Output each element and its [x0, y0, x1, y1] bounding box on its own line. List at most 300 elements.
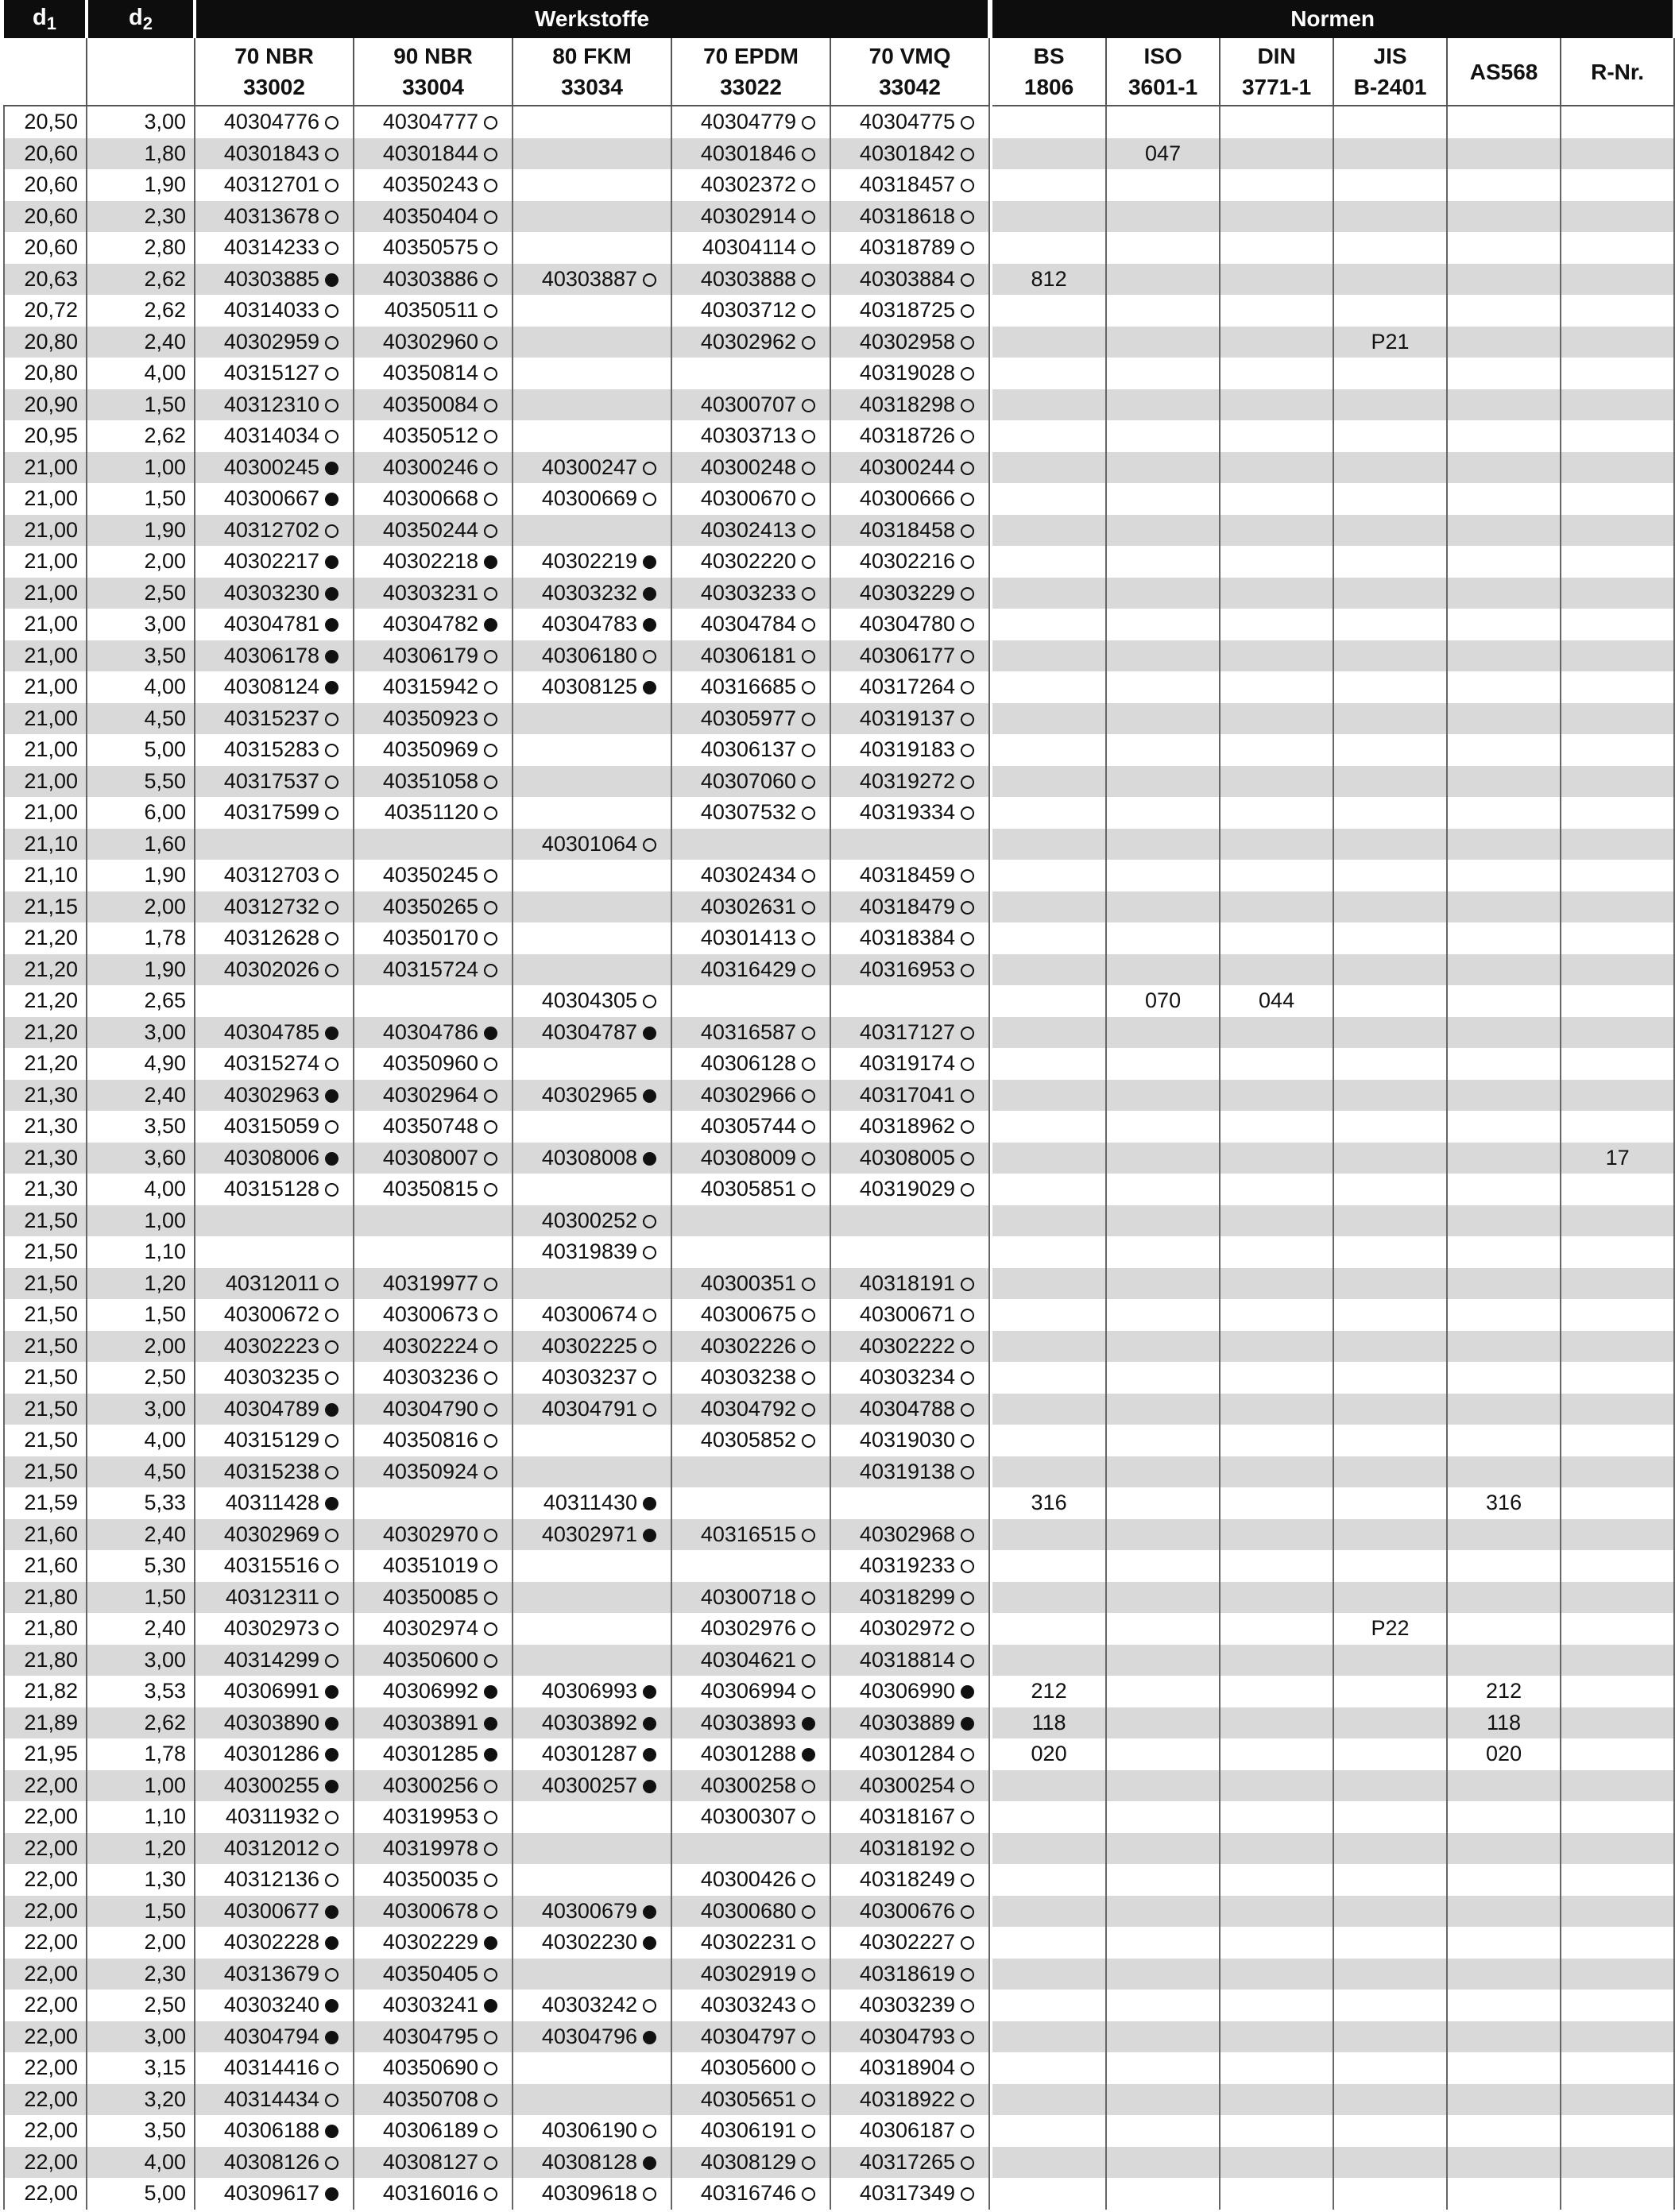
cell-norm-ref — [1106, 954, 1220, 986]
cell-article-number — [354, 1394, 513, 1425]
hollow-circle-icon — [325, 713, 338, 726]
article-number: 40305977 — [700, 706, 796, 730]
filled-circle-icon — [484, 1717, 497, 1731]
cell-norm-ref — [1220, 1770, 1333, 1802]
hollow-circle-icon — [802, 806, 815, 820]
article-number: 40319183 — [859, 737, 956, 762]
article-number: 40309617 — [223, 2181, 319, 2206]
article-number: 40350085 — [382, 1584, 478, 1609]
cell-article-number — [513, 1833, 671, 1865]
hollow-circle-icon — [484, 964, 497, 977]
cell-d1: 21,50 — [4, 1394, 87, 1425]
article-number: 40300679 — [541, 1898, 637, 1923]
cell-norm-ref — [1106, 797, 1220, 829]
cell-norm-ref — [1561, 1927, 1674, 1959]
hollow-circle-icon — [643, 2125, 656, 2138]
table-row — [4, 640, 1674, 672]
cell-article-number — [671, 2147, 830, 2179]
cell-d2: 3,20 — [87, 2084, 195, 2116]
hollow-circle-icon — [484, 713, 497, 726]
table-row — [4, 1738, 1674, 1770]
hollow-circle-icon — [961, 1340, 974, 1354]
cell-norm-ref — [1333, 922, 1447, 954]
table-row — [4, 2084, 1674, 2116]
cell-norm-ref — [1220, 734, 1333, 766]
cell-article-number — [354, 578, 513, 609]
hollow-circle-icon — [802, 2187, 815, 2201]
hollow-circle-icon — [802, 399, 815, 412]
table-row — [4, 1174, 1674, 1205]
cell-d2: 6,00 — [87, 797, 195, 829]
cell-article-number — [671, 1048, 830, 1080]
header-material-0 — [195, 38, 354, 106]
hollow-circle-icon — [961, 1434, 974, 1448]
cell-d2: 3,50 — [87, 1111, 195, 1143]
cell-article-number — [354, 1174, 513, 1205]
hollow-circle-icon — [802, 1120, 815, 1134]
hollow-circle-icon — [802, 2125, 815, 2138]
cell-article-number — [513, 954, 671, 986]
cell-norm-ref — [1333, 1080, 1447, 1112]
cell-norm-ref — [1333, 1550, 1447, 1582]
cell-norm-ref — [1333, 954, 1447, 986]
cell-d1: 22,00 — [4, 2084, 87, 2116]
cell-norm-ref — [1561, 1205, 1674, 1237]
cell-norm-ref — [1333, 1801, 1447, 1833]
cell-article-number — [195, 954, 354, 986]
hollow-circle-icon — [802, 430, 815, 443]
cell-article-number — [830, 1770, 989, 1802]
cell-article-number — [513, 1770, 671, 1802]
cell-norm-ref — [1447, 1268, 1561, 1300]
cell-d2: 4,50 — [87, 703, 195, 735]
filled-circle-icon — [643, 1529, 656, 1542]
article-number: 40350748 — [382, 1114, 478, 1139]
cell-article-number — [354, 1801, 513, 1833]
hollow-circle-icon — [961, 1529, 974, 1542]
hollow-circle-icon — [802, 211, 815, 224]
hollow-circle-icon — [961, 462, 974, 475]
table-row — [4, 1268, 1674, 1300]
cell-article-number — [354, 1896, 513, 1928]
hollow-circle-icon — [961, 1654, 974, 1668]
cell-article-number — [671, 1519, 830, 1551]
article-number: 40300673 — [382, 1302, 478, 1327]
cell-norm-ref — [1220, 1864, 1333, 1896]
article-number: 40302227 — [859, 1930, 956, 1955]
cell-norm-ref — [1106, 169, 1220, 201]
cell-norm-ref — [1333, 1143, 1447, 1174]
cell-article-number — [195, 1645, 354, 1676]
table-row — [4, 1017, 1674, 1049]
cell-d2: 1,80 — [87, 138, 195, 170]
cell-article-number — [195, 860, 354, 891]
cell-norm-ref — [1106, 546, 1220, 578]
cell-norm-ref — [1106, 420, 1220, 452]
cell-norm-ref — [1447, 2052, 1561, 2084]
cell-norm-ref — [1447, 703, 1561, 735]
hollow-circle-icon — [325, 1340, 338, 1354]
cell-d2: 3,53 — [87, 1676, 195, 1707]
hollow-circle-icon — [802, 179, 815, 192]
cell-norm-ref — [1333, 1174, 1447, 1205]
cell-norm-ref — [992, 358, 1106, 389]
hollow-circle-icon — [643, 1246, 656, 1259]
hollow-circle-icon — [484, 116, 497, 130]
cell-norm-ref: 212 — [1447, 1676, 1561, 1707]
hollow-circle-icon — [961, 1371, 974, 1385]
article-number: 40311430 — [543, 1491, 637, 1515]
cell-article-number — [830, 766, 989, 798]
cell-article-number — [671, 2021, 830, 2053]
cell-norm-ref — [1220, 483, 1333, 515]
cell-article-number — [354, 452, 513, 484]
cell-article-number — [195, 1833, 354, 1865]
table-row — [4, 1111, 1674, 1143]
cell-article-number — [195, 1487, 354, 1519]
cell-article-number — [354, 922, 513, 954]
hollow-circle-icon — [325, 2062, 338, 2075]
cell-norm-ref — [992, 201, 1106, 233]
cell-norm-ref — [1561, 1394, 1674, 1425]
cell-d2: 3,60 — [87, 1143, 195, 1174]
article-number: 40317264 — [859, 675, 956, 699]
article-number: 40304794 — [223, 2024, 319, 2048]
article-number: 40315127 — [223, 361, 319, 385]
cell-d1: 22,00 — [4, 1896, 87, 1928]
cell-d2: 1,10 — [87, 1801, 195, 1833]
hollow-circle-icon — [802, 462, 815, 475]
filled-circle-icon — [961, 1685, 974, 1699]
cell-norm-ref — [1333, 829, 1447, 860]
cell-norm-ref — [1561, 671, 1674, 703]
hollow-circle-icon — [325, 242, 338, 255]
norm-number: 1806 — [1023, 75, 1074, 99]
cell-article-number — [830, 138, 989, 170]
cell-article-number — [354, 985, 513, 1017]
cell-norm-ref — [1447, 1425, 1561, 1456]
cell-article-number — [830, 1864, 989, 1896]
article-number: 40300426 — [700, 1867, 796, 1892]
cell-norm-ref — [1447, 1205, 1561, 1237]
hollow-circle-icon — [802, 1089, 815, 1103]
hollow-circle-icon — [484, 462, 497, 475]
cell-article-number — [195, 1299, 354, 1331]
hollow-circle-icon — [802, 1058, 815, 1071]
article-number: 40303713 — [700, 423, 796, 448]
hollow-circle-icon — [643, 462, 656, 475]
cell-norm-ref — [1220, 1362, 1333, 1394]
filled-circle-icon — [325, 2125, 338, 2138]
cell-article-number — [513, 1362, 671, 1394]
cell-d2: 2,65 — [87, 985, 195, 1017]
material-code: 33042 — [879, 75, 941, 99]
hollow-circle-icon — [802, 1874, 815, 1887]
cell-article-number — [195, 2084, 354, 2116]
table-row — [4, 1362, 1674, 1394]
cell-norm-ref — [1220, 1111, 1333, 1143]
cell-article-number — [354, 264, 513, 296]
cell-d1: 20,90 — [4, 389, 87, 421]
cell-norm-ref — [992, 1331, 1106, 1363]
cell-norm-ref — [1333, 578, 1447, 609]
cell-article-number — [513, 2084, 671, 2116]
article-number: 40318962 — [859, 1114, 956, 1139]
article-number: 40306128 — [700, 1051, 796, 1076]
cell-norm-ref — [1561, 1487, 1674, 1519]
article-number: 40302229 — [382, 1930, 478, 1955]
article-number: 40300668 — [382, 486, 478, 511]
article-number: 40301287 — [541, 1742, 637, 1766]
cell-article-number — [671, 1205, 830, 1237]
cell-article-number — [830, 1331, 989, 1363]
cell-norm-ref — [1561, 1676, 1674, 1707]
article-number: 40317599 — [223, 800, 319, 825]
cell-norm-ref — [1333, 1519, 1447, 1551]
cell-article-number — [354, 1864, 513, 1896]
norm-name: ISO — [1143, 44, 1182, 68]
header-norm-1 — [1106, 38, 1220, 106]
norm-name: AS568 — [1469, 59, 1538, 84]
cell-norm-ref — [1220, 766, 1333, 798]
article-number: 40316953 — [859, 957, 956, 981]
cell-article-number — [513, 327, 671, 358]
article-number: 40302959 — [223, 329, 319, 354]
hollow-circle-icon — [802, 493, 815, 506]
cell-norm-ref — [992, 891, 1106, 923]
cell-article-number — [830, 1676, 989, 1707]
article-number: 40303231 — [382, 580, 478, 605]
cell-norm-ref — [1106, 1676, 1220, 1707]
cell-article-number — [354, 1645, 513, 1676]
cell-article-number — [513, 2115, 671, 2147]
cell-norm-ref — [1106, 106, 1220, 138]
cell-article-number — [671, 1143, 830, 1174]
cell-norm-ref — [1447, 1017, 1561, 1049]
article-number: 40318725 — [859, 298, 956, 323]
cell-norm-ref — [1447, 1331, 1561, 1363]
article-number: 40303886 — [382, 266, 478, 291]
cell-norm-ref — [992, 671, 1106, 703]
article-number: 40303889 — [859, 1710, 956, 1734]
cell-article-number — [671, 452, 830, 484]
cell-norm-ref: 316 — [1447, 1487, 1561, 1519]
cell-norm-ref — [1333, 2052, 1447, 2084]
table-row — [4, 1425, 1674, 1456]
cell-d1: 21,10 — [4, 860, 87, 891]
hollow-circle-icon — [643, 838, 656, 852]
cell-norm-ref — [1333, 1959, 1447, 1990]
hollow-circle-icon — [484, 148, 497, 161]
hollow-circle-icon — [484, 273, 497, 287]
cell-article-number — [195, 1676, 354, 1707]
cell-d1: 22,00 — [4, 1959, 87, 1990]
cell-article-number — [354, 358, 513, 389]
header-d1: $d_1$ — [4, 0, 87, 38]
cell-norm-ref — [1561, 1111, 1674, 1143]
cell-article-number — [354, 2178, 513, 2210]
filled-circle-icon — [643, 681, 656, 694]
cell-norm-ref — [992, 1519, 1106, 1551]
cell-article-number — [354, 1550, 513, 1582]
cell-norm-ref — [1447, 389, 1561, 421]
cell-d1: 21,60 — [4, 1550, 87, 1582]
cell-norm-ref — [992, 734, 1106, 766]
cell-article-number — [513, 1205, 671, 1237]
hollow-circle-icon — [802, 1371, 815, 1385]
cell-d1: 22,00 — [4, 1801, 87, 1833]
article-number: 40302976 — [700, 1616, 796, 1641]
cell-article-number — [671, 420, 830, 452]
cell-norm-ref — [992, 703, 1106, 735]
hollow-circle-icon — [802, 1027, 815, 1040]
cell-article-number — [830, 1362, 989, 1394]
cell-norm-ref — [1447, 1927, 1561, 1959]
cell-article-number — [671, 546, 830, 578]
filled-circle-icon — [325, 1152, 338, 1166]
article-number: 40316587 — [700, 1019, 796, 1044]
cell-d1: 21,00 — [4, 734, 87, 766]
article-number: 40302413 — [700, 517, 796, 542]
article-number: 40308126 — [223, 2149, 319, 2174]
cell-article-number — [195, 922, 354, 954]
cell-d2: 5,50 — [87, 766, 195, 798]
cell-norm-ref — [1333, 1707, 1447, 1739]
header-d2: $d_2$ — [87, 0, 195, 38]
cell-norm-ref — [1333, 640, 1447, 672]
cell-d2: 1,78 — [87, 922, 195, 954]
cell-article-number — [830, 452, 989, 484]
article-number: 40300678 — [382, 1898, 478, 1923]
table-row — [4, 1707, 1674, 1739]
cell-norm-ref — [1447, 671, 1561, 703]
cell-d2: 3,00 — [87, 609, 195, 640]
cell-norm-ref — [1333, 1205, 1447, 1237]
cell-norm-ref — [1447, 1613, 1561, 1645]
cell-article-number — [671, 797, 830, 829]
cell-norm-ref — [1106, 1394, 1220, 1425]
cell-d2: 4,90 — [87, 1048, 195, 1080]
hollow-circle-icon — [802, 336, 815, 350]
table-row — [4, 295, 1674, 327]
article-number: 40304795 — [382, 2024, 478, 2048]
cell-article-number — [354, 1676, 513, 1707]
article-number: 40315283 — [223, 737, 319, 762]
cell-d1: 21,00 — [4, 515, 87, 547]
cell-article-number — [513, 1331, 671, 1363]
cell-article-number — [671, 703, 830, 735]
table-row — [4, 829, 1674, 860]
cell-norm-ref — [992, 578, 1106, 609]
cell-d1: 21,00 — [4, 609, 87, 640]
cell-article-number — [195, 1174, 354, 1205]
hollow-circle-icon — [484, 336, 497, 350]
cell-d1: 22,00 — [4, 2147, 87, 2179]
header-d1-blank — [4, 38, 87, 106]
cell-article-number — [513, 483, 671, 515]
cell-article-number — [195, 1896, 354, 1928]
cell-article-number — [671, 1331, 830, 1363]
cell-norm-ref — [1447, 1456, 1561, 1488]
hollow-circle-icon — [961, 1999, 974, 2013]
table-row — [4, 860, 1674, 891]
cell-article-number — [830, 327, 989, 358]
table-row — [4, 201, 1674, 233]
cell-norm-ref — [1561, 1299, 1674, 1331]
norm-name: BS — [1033, 44, 1065, 68]
hollow-circle-icon — [961, 2062, 974, 2075]
article-number: 40306993 — [541, 1679, 637, 1703]
cell-norm-ref — [1561, 483, 1674, 515]
hollow-circle-icon — [484, 650, 497, 663]
hollow-circle-icon — [325, 304, 338, 318]
hollow-circle-icon — [484, 1560, 497, 1573]
cell-d2: 2,00 — [87, 891, 195, 923]
hollow-circle-icon — [325, 744, 338, 757]
article-number: 40350814 — [382, 361, 478, 385]
cell-article-number — [513, 358, 671, 389]
article-number: 40300671 — [859, 1302, 956, 1327]
cell-article-number — [513, 734, 671, 766]
article-number: 40300666 — [859, 486, 956, 511]
cell-norm-ref — [1106, 922, 1220, 954]
cell-norm-ref — [1561, 1331, 1674, 1363]
cell-article-number — [195, 1425, 354, 1456]
hollow-circle-icon — [961, 901, 974, 915]
article-number: 40300257 — [541, 1773, 637, 1797]
cell-norm-ref — [1333, 891, 1447, 923]
cell-d2: 2,00 — [87, 1927, 195, 1959]
article-number: 40350511 — [384, 298, 478, 323]
hollow-circle-icon — [484, 1622, 497, 1636]
cell-article-number — [830, 201, 989, 233]
cell-article-number — [513, 891, 671, 923]
cell-norm-ref — [1561, 2084, 1674, 2116]
cell-norm-ref — [1561, 1707, 1674, 1739]
cell-article-number — [513, 2178, 671, 2210]
header-norm-0 — [992, 38, 1106, 106]
article-number: 40308128 — [541, 2149, 637, 2174]
article-number: 40302919 — [700, 1961, 796, 1986]
article-number: 40306178 — [223, 643, 319, 667]
cell-d1: 22,00 — [4, 2021, 87, 2053]
hollow-circle-icon — [961, 430, 974, 443]
article-number: 40308007 — [382, 1145, 478, 1170]
cell-article-number — [354, 1456, 513, 1488]
cell-norm-ref — [1106, 1143, 1220, 1174]
cell-norm-ref — [1106, 201, 1220, 233]
cell-d1: 21,95 — [4, 1738, 87, 1770]
hollow-circle-icon — [802, 524, 815, 538]
article-number: 40306994 — [700, 1679, 796, 1703]
cell-article-number — [195, 389, 354, 421]
article-number: 40308127 — [382, 2149, 478, 2174]
material-code: 33002 — [243, 75, 305, 99]
hollow-circle-icon — [484, 1152, 497, 1166]
article-number: 40301064 — [541, 831, 637, 856]
article-number: 40304779 — [700, 110, 796, 134]
cell-article-number — [830, 1833, 989, 1865]
hollow-circle-icon — [802, 1905, 815, 1919]
cell-article-number — [354, 797, 513, 829]
cell-article-number — [354, 829, 513, 860]
cell-norm-ref — [1106, 1896, 1220, 1928]
hollow-circle-icon — [325, 964, 338, 977]
hollow-circle-icon — [802, 1309, 815, 1322]
table-row — [4, 985, 1674, 1017]
table-row — [4, 389, 1674, 421]
cell-article-number — [671, 295, 830, 327]
